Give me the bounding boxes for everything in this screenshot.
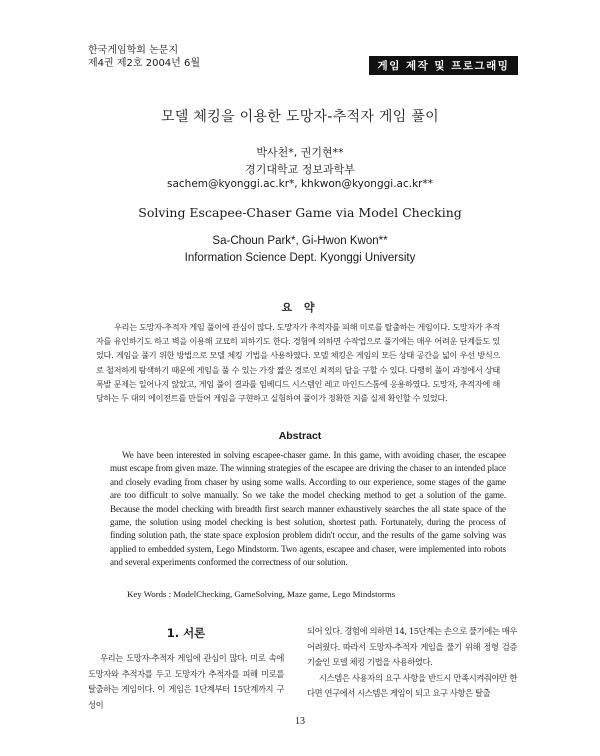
page-number: 13: [295, 716, 305, 727]
intro-right-column: [307, 624, 517, 702]
journal-name: 한국게임학회 논문지: [88, 45, 179, 56]
intro-right-paragraph-1: 되어 있다. 경험에 의하면 14, 15단계는 손으로 풀기에는 매우 어려웠다. 따라서 도망자-추적자 게임을 풀기 위해 정형 검증 기술인 모델 체킹 기법을 사용하였다.: [307, 626, 517, 668]
korean-abstract-heading: 요 약: [281, 301, 319, 314]
title-korean: 모델 체킹을 이용한 도망자-추적자 게임 풀이: [161, 109, 439, 125]
journal-info: [88, 44, 200, 70]
keywords: Key Words : ModelChecking, GameSolving, Maze game, Lego Mindstorms: [127, 589, 396, 599]
journal-issue: 제4권 제2호 2004년 6월: [88, 58, 201, 69]
affiliation-korean: 경기대학교 정보과학부: [245, 163, 355, 176]
authors-english: Sa-Choun Park*, Gi-Hwon Kwon**: [212, 235, 388, 247]
intro-right-paragraph-2: 시스템은 사용자의 요구 사항을 반드시 만족시켜줘야만 한다면 연구에서 시스템은 게임이 되고 요구 사항은 탈출: [307, 672, 517, 699]
authors-korean: 박사천*, 권기현**: [256, 146, 344, 159]
english-abstract-heading: Abstract: [278, 430, 322, 442]
intro-left-column: 우리는 도망자-추적자 게임에 관심이 많다. 미로 속에 도망자와 추적자를 두고 도망자가 추적자를 피해 미로를 탈출하는 게임이다. 이 게임은 1단계부터 15단계까지 구성이: [88, 653, 284, 710]
english-abstract-body: We have been interested in solving escapee-chaser game. In this game, with avoiding chaser, the escapee must escape from given maze. The winning strategies of the escapee are driving the chaser to an intended place and closely evading from chaser by using some walls. According to our experience, some stages of the game are too difficult to solve manually. So we take the model checking method to get a solution of the game. Because the model checking with breadth first search manner exhaustively searches the all state space of the game, the solution using model checking is best solution, shortest path. Fortunately, during the process of finding solution path, the state space explosion problem didn't occur, and the results of the game solving was applied to embedded system, Lego Mindstorm. Two agents, escapee and chaser, were implemented into robots and several experiments conformed the correctness of our solution.: [110, 450, 506, 568]
author-emails: sachem@kyonggi.ac.kr*, khkwon@kyonggi.ac.kr**: [167, 178, 433, 190]
section-title-introduction: 1. 서론: [166, 626, 206, 640]
title-english: Solving Escapee-Chaser Game via Model Checking: [138, 205, 462, 220]
korean-abstract-body: 우리는 도망자-추적자 게임 풀이에 관심이 많다. 도망자가 추적자를 피해 미로를 탈출하는 게임이다. 도망자가 추적자를 유인하기도 하고 벽을 이용해 교묘히 피하기도 한다. 경험에 의하면 수작업으로 풀기에는 매우 어려운 단계들도 있었다. 게임을 풀기 위한 방법으로 모델 체킹 기법을 사용하였다. 모델 체킹은 게임의 모든 상태 공간을 넓이 우선 방식으로 철저하게 탐색하기 때문에 게임을 풀 수 있는 가장 짧은 경로인 최적의 답을 구할 수 있다. 다행히 풀이 과정에서 상태 폭발 문제는 일어나지 않았고, 게임 풀이 결과를 임베디드 시스템인 레고 마인드스톰에 응용하였다. 도망자, 추적자에 해당하는 두 대의 에이전트를 만들어 게임을 구현하고 실험하여 풀이가 정확한 지를 실제 확인할 수 있었다.: [96, 322, 500, 404]
affiliation-english: Information Science Dept. Kyonggi University: [184, 252, 416, 264]
category-badge: 게임 제작 및 프로그래밍: [369, 56, 518, 75]
